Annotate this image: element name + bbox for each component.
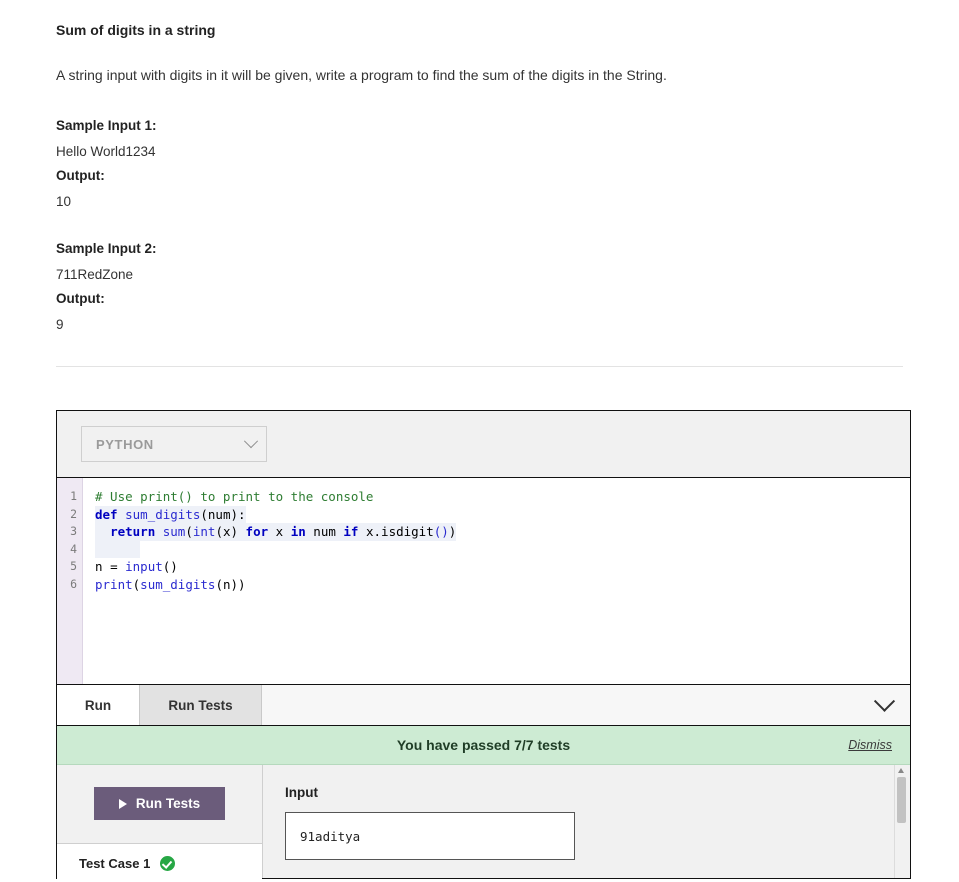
code-line-4: [95, 541, 910, 559]
editor-toolbar: [57, 411, 910, 478]
sample-output-label-1: Output:: [56, 168, 105, 184]
pass-banner-message: You have passed 7/7 tests: [396, 737, 571, 753]
section-divider: [56, 366, 903, 367]
sample-output-label-2: Output:: [56, 291, 105, 307]
language-select[interactable]: [81, 426, 267, 462]
run-bar-spacer: [262, 685, 858, 725]
sample-input-label-1: Sample Input 1:: [56, 117, 157, 133]
scrollbar[interactable]: [894, 765, 908, 878]
line-number: 5: [70, 559, 77, 573]
code-area[interactable]: [57, 478, 910, 685]
line-number: 1: [70, 489, 77, 503]
tab-run-tests[interactable]: Run Tests: [140, 685, 262, 725]
test-case-label: Test Case 1: [79, 855, 151, 871]
sample-output-value-1: 10: [56, 194, 72, 210]
page-title: Sum of digits in a string: [56, 22, 216, 38]
list-item[interactable]: [57, 843, 262, 882]
tab-run[interactable]: Run: [57, 685, 140, 725]
scroll-up-icon[interactable]: [898, 768, 904, 773]
code-editor-panel: [56, 410, 911, 879]
sample-input-label-2: Sample Input 2:: [56, 240, 157, 256]
scrollbar-thumb[interactable]: [897, 777, 906, 823]
code-line-2: def sum_digits(num):: [95, 506, 246, 522]
run-tests-button-label: Run Tests: [135, 796, 201, 811]
input-label: Input: [285, 785, 318, 800]
sample-block-1: [56, 116, 903, 213]
run-bar: [57, 685, 910, 726]
test-detail-panel: [263, 765, 910, 878]
line-number: 2: [70, 506, 77, 521]
line-number: 6: [70, 576, 77, 591]
sample-input-value-2: 711RedZone: [56, 266, 134, 282]
chevron-down-icon[interactable]: [858, 685, 910, 725]
code-line-1: [95, 488, 910, 506]
run-tests-button[interactable]: [94, 787, 225, 820]
sample-block-2: [56, 239, 903, 336]
dismiss-link[interactable]: Dismiss: [848, 738, 892, 752]
line-number: 4: [70, 541, 77, 556]
sample-output-value-2: 9: [56, 317, 64, 333]
chevron-down-icon: [244, 434, 258, 448]
test-sidebar: [57, 765, 263, 878]
sample-input-value-1: Hello World1234: [56, 143, 156, 159]
code-line-5: n = input(): [95, 559, 178, 574]
play-icon: [119, 799, 127, 809]
language-select-value: PYTHON: [96, 436, 154, 452]
code-line-3: return sum(int(x) for x in num if x.isdigit()): [95, 523, 910, 541]
results-body: [57, 765, 910, 878]
problem-description: A string input with digits in it will be given, write a program to find the sum of the digits in the String.: [56, 67, 667, 83]
input-value-box: 91aditya: [285, 812, 575, 860]
check-circle-icon: [160, 856, 175, 871]
line-number-gutter: [57, 478, 83, 684]
code-line-6: print(sum_digits(n)): [95, 576, 246, 592]
line-number: 3: [70, 524, 77, 538]
code-lines[interactable]: [83, 478, 910, 684]
pass-banner: [57, 726, 910, 765]
code-comment: # Use print() to print to the console: [95, 489, 374, 504]
problem-statement: [0, 0, 959, 336]
